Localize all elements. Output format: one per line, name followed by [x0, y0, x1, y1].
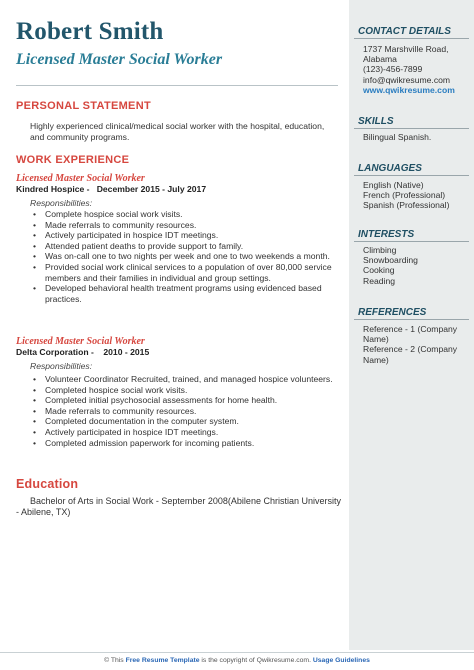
job-meta-1: Kindred Hospice - December 2015 - July 2017 — [16, 184, 207, 194]
interests-list — [363, 245, 471, 286]
job-2-bullets — [45, 374, 335, 448]
footer — [0, 652, 474, 670]
list-item: • Completed admission paperwork for incoming patients. — [45, 438, 335, 449]
list-item: Spanish (Professional) — [363, 200, 450, 211]
sidebar-heading-languages: LANGUAGES — [354, 163, 469, 176]
contact-address: 1737 Marshville Road, Alabama — [363, 44, 449, 65]
references-list — [363, 324, 471, 365]
education-text: Bachelor of Arts in Social Work - September 2008(Abilene Christian University - Abilene, TX) — [16, 496, 341, 517]
header-divider — [16, 85, 338, 86]
list-item: • Attended patient deaths to provide support to family. — [45, 241, 335, 252]
contact-phone: (123)-456-7899 — [363, 64, 423, 75]
responsibilities-label-1: Responsibilities: — [30, 198, 93, 208]
list-item: Bilingual Spanish. — [363, 132, 432, 142]
contact-website[interactable]: www.qwikresume.com — [363, 84, 455, 95]
sidebar-heading-interests: INTERESTS — [354, 229, 469, 242]
sidebar — [349, 0, 474, 650]
candidate-title: Licensed Master Social Worker — [16, 51, 223, 68]
list-item: • Actively participated in hospice IDT meetings. — [45, 427, 335, 438]
list-item: • Made referrals to community resources. — [45, 220, 335, 231]
list-item: • Was on-call one to two nights per week and one to two weekends a month. — [45, 251, 335, 262]
list-item: • Completed documentation in the computer system. — [45, 416, 335, 427]
list-item: French (Professional) — [363, 190, 446, 201]
list-item: Cooking — [363, 265, 395, 276]
responsibilities-label-2: Responsibilities: — [30, 361, 93, 371]
footer-prefix: © This — [104, 657, 124, 664]
job-title-1: Licensed Master Social Worker — [16, 173, 145, 184]
sidebar-heading-skills: SKILLS — [354, 116, 469, 129]
personal-statement-text: Highly experienced clinical/medical social worker with the hospital, education, and community programs. — [30, 121, 325, 142]
list-item: • Developed behavioral health treatment programs using evidenced based practices. — [45, 283, 335, 304]
list-item: Reference - 2 (Company Name) — [363, 344, 458, 365]
list-item: English (Native) — [363, 180, 424, 190]
list-item: • Made referrals to community resources. — [45, 406, 335, 417]
skills-list — [363, 132, 471, 142]
list-item: • Actively participated in hospice IDT meetings. — [45, 230, 335, 241]
list-item: Reading — [363, 275, 396, 286]
job-title-2: Licensed Master Social Worker — [16, 336, 145, 347]
footer-copyright-text: is the copyright of Qwikresume.com. — [201, 657, 311, 664]
free-resume-template-link[interactable]: Free Resume Template — [125, 657, 200, 664]
section-heading-personal: PERSONAL STATEMENT — [16, 100, 151, 112]
list-item: Climbing — [363, 245, 397, 255]
job-meta-2: Delta Corporation - 2010 - 2015 — [16, 347, 150, 357]
list-item: • Completed hospice social work visits. — [45, 385, 335, 396]
sidebar-heading-contact: CONTACT DETAILS — [354, 26, 469, 39]
contact-block — [363, 44, 471, 95]
list-item: • Complete hospice social work visits. — [45, 209, 335, 220]
list-item: Reference - 1 (Company Name) — [363, 324, 458, 345]
contact-email[interactable]: info@qwikresume.com — [363, 74, 451, 85]
list-item: • Volunteer Coordinator Recruited, trained, and managed hospice volunteers. — [45, 374, 335, 385]
usage-guidelines-link[interactable]: Usage Guidelines — [312, 657, 370, 664]
job-1-bullets — [45, 209, 335, 304]
languages-list — [363, 180, 471, 211]
sidebar-heading-references: REFERENCES — [354, 307, 469, 320]
section-heading-experience: WORK EXPERIENCE — [16, 154, 130, 166]
list-item: • Completed initial psychosocial assessments for home health. — [45, 395, 335, 406]
section-heading-education: Education — [16, 477, 79, 491]
list-item: • Provided social work clinical services to a population of over 80,000 service members and their families in individual and group settings. — [45, 262, 335, 283]
candidate-name: Robert Smith — [16, 18, 164, 45]
list-item: Snowboarding — [363, 255, 418, 266]
